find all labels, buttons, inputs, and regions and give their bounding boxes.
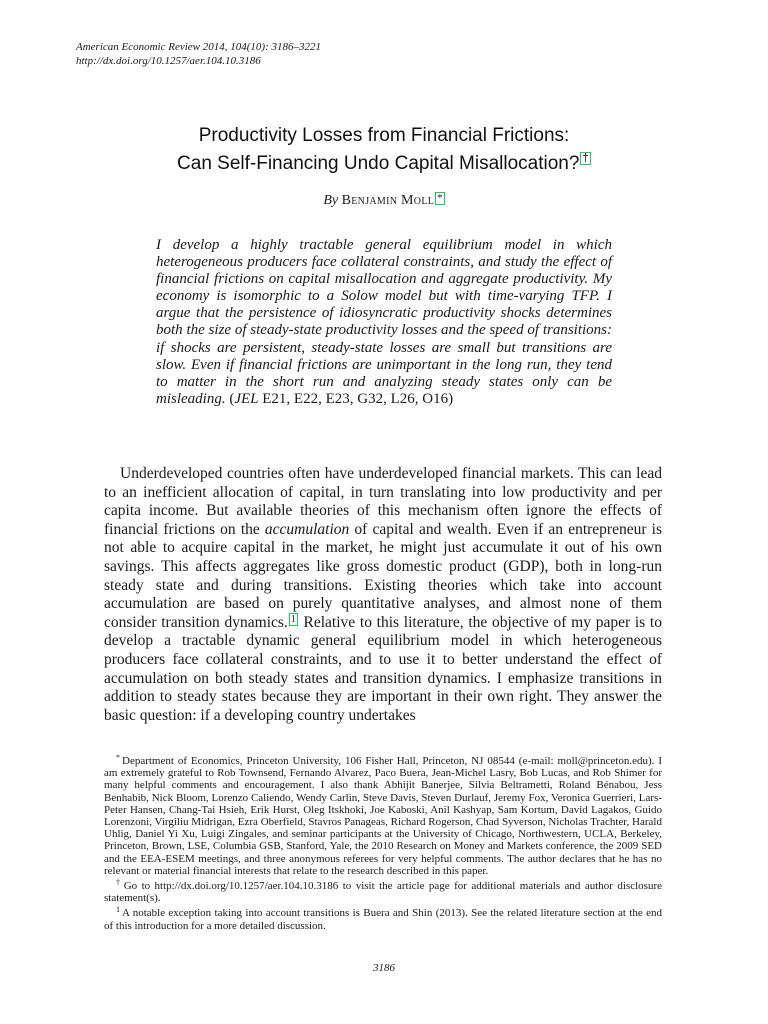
footnote-text: Department of Economics, Princeton University, 106 Fisher Hall, Princeton, NJ 08544 (e-mail: moll@princeton.edu). I am extremely grateful to Rob Townsend, Fernando Alvarez, Paco Buera, Jean-Michel Lasry, Bob Lucas, and Rob Shimer for many helpful comments and encouragement. I also thank Abhijit Banerjee, Silvia Beltrametti, Roland Bénabou, Jess Benhabib, Nick Bloom, Lorenzo Caliendo, Wendy Carlin, Steve Davis, Steven Durlauf, Jeremy Fox, Veronica Guerrieri, Lars-Peter Hansen, Chang-Tai Hsieh, Erik Hurst, Oleg Itskhoki, Joe Kaboski, Anil Kashyap, Sam Kortum, David Lagakos, Guido Lorenzoni, Virgiliu Midrigan, Ezra Oberfield, Stavros Panageas, Richard Rogerson, Chad Syverson, Nicholas Trachter, Harald Uhlig, Daniel Yi Xu, Luigi Zingales, and seminar participants at the University of Chicago, Northwestern, UCLA, Berkeley, Princeton, Brown, LSE, Columbia GSB, Stanford, Yale, the 2010 Research on Money and Markets conference, the 2009 SED and the EEA-ESEM meetings, and three anonymous referees for very helpful comments. The author declares that he has no relevant or material financial interests that relate to the research described in this paper. bbox=[104, 755, 662, 877]
author-name: Benjamin Moll bbox=[341, 193, 435, 208]
title-line-1: Productivity Losses from Financial Frictions: bbox=[198, 125, 570, 146]
body-text-1: Underdeveloped countries often have underdeveloped financial markets. This can lead to an inefficient allocation of capital, in turn translating into low productivity and per capita income. But available theories of this mechanism often ignore the effects of financial frictions on the bbox=[104, 465, 662, 538]
paper-title bbox=[0, 122, 768, 178]
body-paragraph bbox=[104, 465, 662, 725]
journal-citation: American Economic Review 2014, 104(10): 3186–3221 bbox=[76, 41, 321, 53]
page-number: 3186 bbox=[373, 962, 395, 974]
title-line-2 bbox=[0, 150, 768, 178]
author-byline bbox=[0, 192, 768, 209]
footnote-1-link[interactable]: 1 bbox=[290, 613, 296, 625]
jel-label: JEL bbox=[234, 390, 259, 407]
journal-header bbox=[76, 40, 321, 68]
author-footnote-link[interactable]: * bbox=[437, 192, 443, 204]
by-label: By bbox=[323, 193, 339, 208]
footnote-text: A notable exception taking into account transitions is Buera and Shin (2013). See the related literature section at the end of this introduction for a more detailed discussion. bbox=[104, 907, 662, 932]
body-emphasis: accumulation bbox=[264, 520, 350, 538]
footnote-article-page bbox=[104, 877, 662, 904]
footnote-symbol: 1 bbox=[116, 905, 120, 915]
jel-open: ( bbox=[229, 390, 235, 407]
footnote-symbol: † bbox=[116, 878, 122, 888]
body-text-3: Relative to this literature, the objective of my paper is to develop a tractable dynamic general equilibrium model in which heterogeneous producers face collateral constraints, and to use it to better understand the effect of accumulation on both steady states and transition dynamics. I emphasize transitions in addition to steady states because they are important in their own right. They answer the basic question: if a developing country undertakes bbox=[104, 613, 662, 724]
body-text-2: of capital and wealth. Even if an entrepreneur is not able to acquire capital in the market, he might just accumulate it out of his own savings. This affects aggregates like gross domestic product (GDP), both in long-run steady state and during transitions. Existing theories which take into account accumulation are based on purely quantitative analyses, and almost none of them consider transition dynamics. bbox=[104, 520, 662, 631]
jel-code-list: E21, E22, E23, G32, L26, O16) bbox=[258, 390, 454, 407]
footnote-1 bbox=[104, 904, 662, 931]
abstract bbox=[156, 237, 612, 408]
title-footnote-link[interactable]: † bbox=[582, 151, 589, 165]
footnotes bbox=[104, 752, 662, 932]
title-line-2-text: Can Self-Financing Undo Capital Misallocation? bbox=[177, 153, 580, 174]
footnote-author bbox=[104, 752, 662, 877]
footnote-text: Go to http://dx.doi.org/10.1257/aer.104.10.3186 to visit the article page for additional materials and author disclosure statement(s). bbox=[104, 880, 662, 905]
abstract-text: I develop a highly tractable general equilibrium model in which heterogeneous producers face collateral constraints, and study the effect of financial frictions on capital misallocation and aggregate productivity. My economy is isomorphic to a Solow model but with time-varying TFP. I argue that the persistence of idiosyncratic productivity shocks determines both the size of steady-state productivity losses and the speed of transitions: if shocks are persistent, steady-state losses are small but transitions are slow. Even if financial frictions are unimportant in the long run, they tend to matter in the short run and analyzing steady states only can be misleading. bbox=[156, 237, 612, 407]
doi-link[interactable]: http://dx.doi.org/10.1257/aer.104.10.3186 bbox=[76, 55, 261, 67]
footnote-symbol: * bbox=[116, 753, 120, 762]
jel-codes bbox=[229, 391, 453, 407]
